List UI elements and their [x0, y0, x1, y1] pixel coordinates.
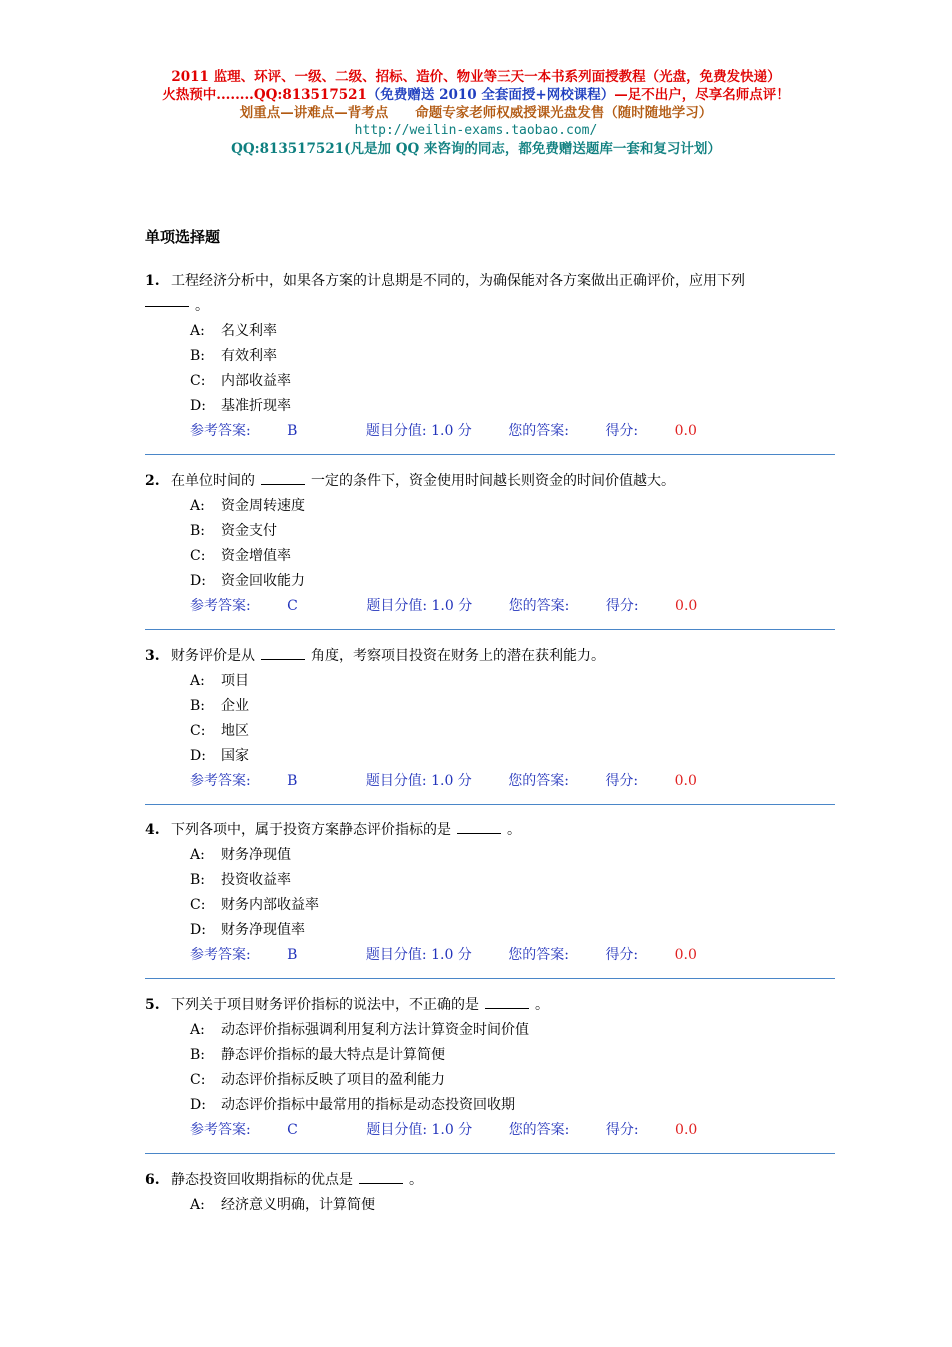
points-label: 题目分值: 1.0 分	[366, 598, 473, 614]
score-value: 0.0	[675, 1122, 698, 1138]
option-label: A:	[190, 673, 205, 689]
option-label: B:	[190, 348, 206, 364]
answer-meta	[190, 943, 835, 968]
score	[605, 423, 696, 439]
option-label: C:	[190, 548, 206, 564]
question-text-part: 静态投资回收期指标的优点是	[171, 1172, 353, 1188]
score-label: 得分:	[605, 773, 639, 789]
question-stem-cont	[145, 294, 835, 319]
option-c[interactable]	[190, 1068, 835, 1093]
option-text: 名义利率	[221, 323, 277, 339]
score	[605, 773, 696, 789]
option-text: 财务内部收益率	[221, 897, 319, 913]
question-4	[145, 818, 835, 979]
option-label: B:	[190, 872, 206, 888]
option-text: 财务净现值	[221, 847, 291, 863]
option-label: C:	[190, 373, 206, 389]
option-d[interactable]	[190, 744, 835, 769]
question-divider	[145, 804, 835, 805]
your-answer-label: 您的答案:	[508, 947, 569, 963]
question-number: 3.	[145, 648, 160, 664]
reference-answer	[190, 598, 330, 614]
answer-blank	[145, 294, 189, 307]
question-text	[171, 993, 835, 1018]
option-label: D:	[190, 398, 206, 414]
option-b[interactable]	[190, 868, 835, 893]
question-divider	[145, 978, 835, 979]
answer-meta	[190, 419, 835, 444]
header-line-2	[0, 86, 952, 104]
question-text	[171, 818, 835, 843]
question-text-part: 下列各项中，属于投资方案静态评价指标的是	[171, 822, 451, 838]
score	[606, 598, 697, 614]
section-title: 单项选择题	[145, 228, 221, 246]
option-label: D:	[190, 1097, 206, 1113]
header-line-3: 划重点—讲难点—背考点 命题专家老师权威授课光盘发售（随时随地学习）	[239, 105, 713, 121]
option-text: 动态评价指标中最常用的指标是动态投资回收期	[221, 1097, 515, 1113]
question-number: 6.	[145, 1172, 160, 1188]
option-text: 地区	[221, 723, 249, 739]
score	[606, 1122, 697, 1138]
option-b[interactable]	[190, 1043, 835, 1068]
question-5	[145, 993, 835, 1154]
question-text-part: 。	[409, 1172, 423, 1188]
question-stem	[145, 818, 835, 843]
option-d[interactable]	[190, 1093, 835, 1118]
reference-answer-value: B	[287, 423, 298, 439]
option-label: B:	[190, 1047, 206, 1063]
your-answer-label: 您的答案:	[508, 598, 570, 614]
option-label: D:	[190, 922, 206, 938]
option-b[interactable]	[190, 344, 835, 369]
option-text: 资金增值率	[221, 548, 291, 564]
question-text-part: 。	[535, 997, 549, 1013]
question-text-part: 财务评价是从	[171, 648, 255, 664]
option-label: C:	[190, 1072, 206, 1088]
option-text: 企业	[221, 698, 249, 714]
your-answer-label: 您的答案:	[508, 423, 569, 439]
option-text: 资金回收能力	[221, 573, 305, 589]
option-label: C:	[190, 897, 206, 913]
answer-blank	[359, 1171, 403, 1184]
option-d[interactable]	[190, 569, 835, 594]
score-label: 得分:	[605, 423, 639, 439]
option-label: A:	[190, 1022, 205, 1038]
reference-answer-label: 参考答案:	[190, 947, 251, 963]
question-number: 1.	[145, 273, 160, 289]
score-label: 得分:	[605, 1122, 639, 1138]
reference-answer-value: B	[287, 947, 298, 963]
reference-answer-label: 参考答案:	[190, 1122, 251, 1138]
points-label: 题目分值: 1.0 分	[365, 773, 472, 789]
option-text: 有效利率	[221, 348, 277, 364]
header-line-2-part-1: 火热预中........QQ:813517521	[162, 87, 367, 103]
score-value: 0.0	[674, 773, 697, 789]
answer-meta	[190, 769, 835, 794]
option-label: D:	[190, 573, 206, 589]
option-label: A:	[190, 1197, 205, 1213]
question-stem	[145, 644, 835, 669]
option-label: A:	[190, 498, 205, 514]
question-text-part: 。	[195, 298, 209, 314]
score-label: 得分:	[605, 598, 639, 614]
question-stem	[145, 469, 835, 494]
option-label: B:	[190, 698, 206, 714]
score-value: 0.0	[675, 598, 698, 614]
score	[605, 947, 696, 963]
question-6	[145, 1168, 835, 1218]
question-2	[145, 469, 835, 630]
answer-blank	[261, 647, 305, 660]
question-number: 2.	[145, 473, 160, 489]
your-answer-label: 您的答案:	[508, 1122, 570, 1138]
option-b[interactable]	[190, 694, 835, 719]
reference-answer-value: B	[287, 773, 298, 789]
option-a[interactable]	[190, 843, 835, 868]
option-text: 投资收益率	[221, 872, 291, 888]
question-number: 5.	[145, 997, 160, 1013]
option-c[interactable]	[190, 893, 835, 918]
option-d[interactable]	[190, 918, 835, 943]
option-text: 资金支付	[221, 523, 277, 539]
question-text	[171, 269, 835, 294]
question-text-part: 。	[507, 822, 521, 838]
option-label: B:	[190, 523, 206, 539]
option-text: 基准折现率	[221, 398, 291, 414]
option-label: A:	[190, 847, 205, 863]
question-stem	[145, 1168, 835, 1193]
reference-answer-value: C	[287, 598, 298, 614]
question-divider	[145, 454, 835, 455]
question-text	[171, 469, 835, 494]
option-text: 财务净现值率	[221, 922, 305, 938]
header-line-2-part-3: —足不出户，尽享名师点评！	[614, 87, 790, 103]
option-label: A:	[190, 323, 205, 339]
answer-blank	[261, 472, 305, 485]
reference-answer	[190, 773, 329, 789]
header-url[interactable]: http://weilin-exams.taobao.com/	[354, 123, 598, 138]
reference-answer-label: 参考答案:	[190, 423, 251, 439]
question-divider	[145, 629, 835, 630]
option-text: 动态评价指标反映了项目的盈利能力	[221, 1072, 445, 1088]
points-label: 题目分值: 1.0 分	[366, 1122, 473, 1138]
points-label: 题目分值: 1.0 分	[365, 947, 472, 963]
reference-answer-label: 参考答案:	[190, 773, 251, 789]
points-label: 题目分值: 1.0 分	[365, 423, 472, 439]
question-number: 4.	[145, 822, 160, 838]
answer-meta	[190, 594, 835, 619]
question-text	[171, 1168, 835, 1193]
option-a[interactable]	[190, 1018, 835, 1043]
option-text: 内部收益率	[221, 373, 291, 389]
answer-meta	[190, 1118, 835, 1143]
score-value: 0.0	[674, 423, 697, 439]
page-header	[0, 68, 952, 158]
question-text	[171, 644, 835, 669]
option-b[interactable]	[190, 519, 835, 544]
option-text: 动态评价指标强调利用复利方法计算资金时间价值	[221, 1022, 529, 1038]
option-a[interactable]	[190, 1193, 835, 1218]
option-text: 项目	[221, 673, 249, 689]
question-divider	[145, 1153, 835, 1154]
reference-answer-value: C	[287, 1122, 298, 1138]
question-text-part: 工程经济分析中，如果各方案的计息期是不同的，为确保能对各方案做出正确评价，应用下列	[171, 273, 745, 289]
answer-blank	[457, 821, 501, 834]
question-3	[145, 644, 835, 805]
option-text: 资金周转速度	[221, 498, 305, 514]
option-c[interactable]	[190, 544, 835, 569]
option-text: 国家	[221, 748, 249, 764]
reference-answer-label: 参考答案:	[190, 598, 251, 614]
score-label: 得分:	[605, 947, 639, 963]
question-text-part: 一定的条件下，资金使用时间越长则资金的时间价值越大。	[311, 473, 675, 489]
option-label: C:	[190, 723, 206, 739]
option-a[interactable]	[190, 319, 835, 344]
option-a[interactable]	[190, 494, 835, 519]
reference-answer	[190, 423, 329, 439]
score-value: 0.0	[674, 947, 697, 963]
option-text: 经济意义明确，计算简便	[221, 1197, 375, 1213]
header-line-2-part-2: （免费赠送 2010 全套面授+网校课程）	[366, 87, 615, 103]
question-stem	[145, 993, 835, 1018]
question-text-part: 在单位时间的	[171, 473, 255, 489]
option-a[interactable]	[190, 669, 835, 694]
option-text: 静态评价指标的最大特点是计算简便	[221, 1047, 445, 1063]
question-text-part: 角度，考察项目投资在财务上的潜在获利能力。	[311, 648, 605, 664]
header-line-5: QQ:813517521(凡是加 QQ 来咨询的同志，都免费赠送题库一套和复习计划）	[231, 141, 721, 157]
option-c[interactable]	[190, 369, 835, 394]
reference-answer	[190, 947, 329, 963]
question-1	[145, 269, 835, 455]
answer-blank	[485, 996, 529, 1009]
option-label: D:	[190, 748, 206, 764]
question-text-part: 下列关于项目财务评价指标的说法中，不正确的是	[171, 997, 479, 1013]
option-c[interactable]	[190, 719, 835, 744]
question-stem	[145, 269, 835, 294]
header-line-1: 2011 监理、环评、一级、二级、招标、造价、物业等三天一本书系列面授教程（光盘，免费发快递）	[171, 69, 781, 85]
reference-answer	[190, 1122, 330, 1138]
your-answer-label: 您的答案:	[508, 773, 569, 789]
option-d[interactable]	[190, 394, 835, 419]
